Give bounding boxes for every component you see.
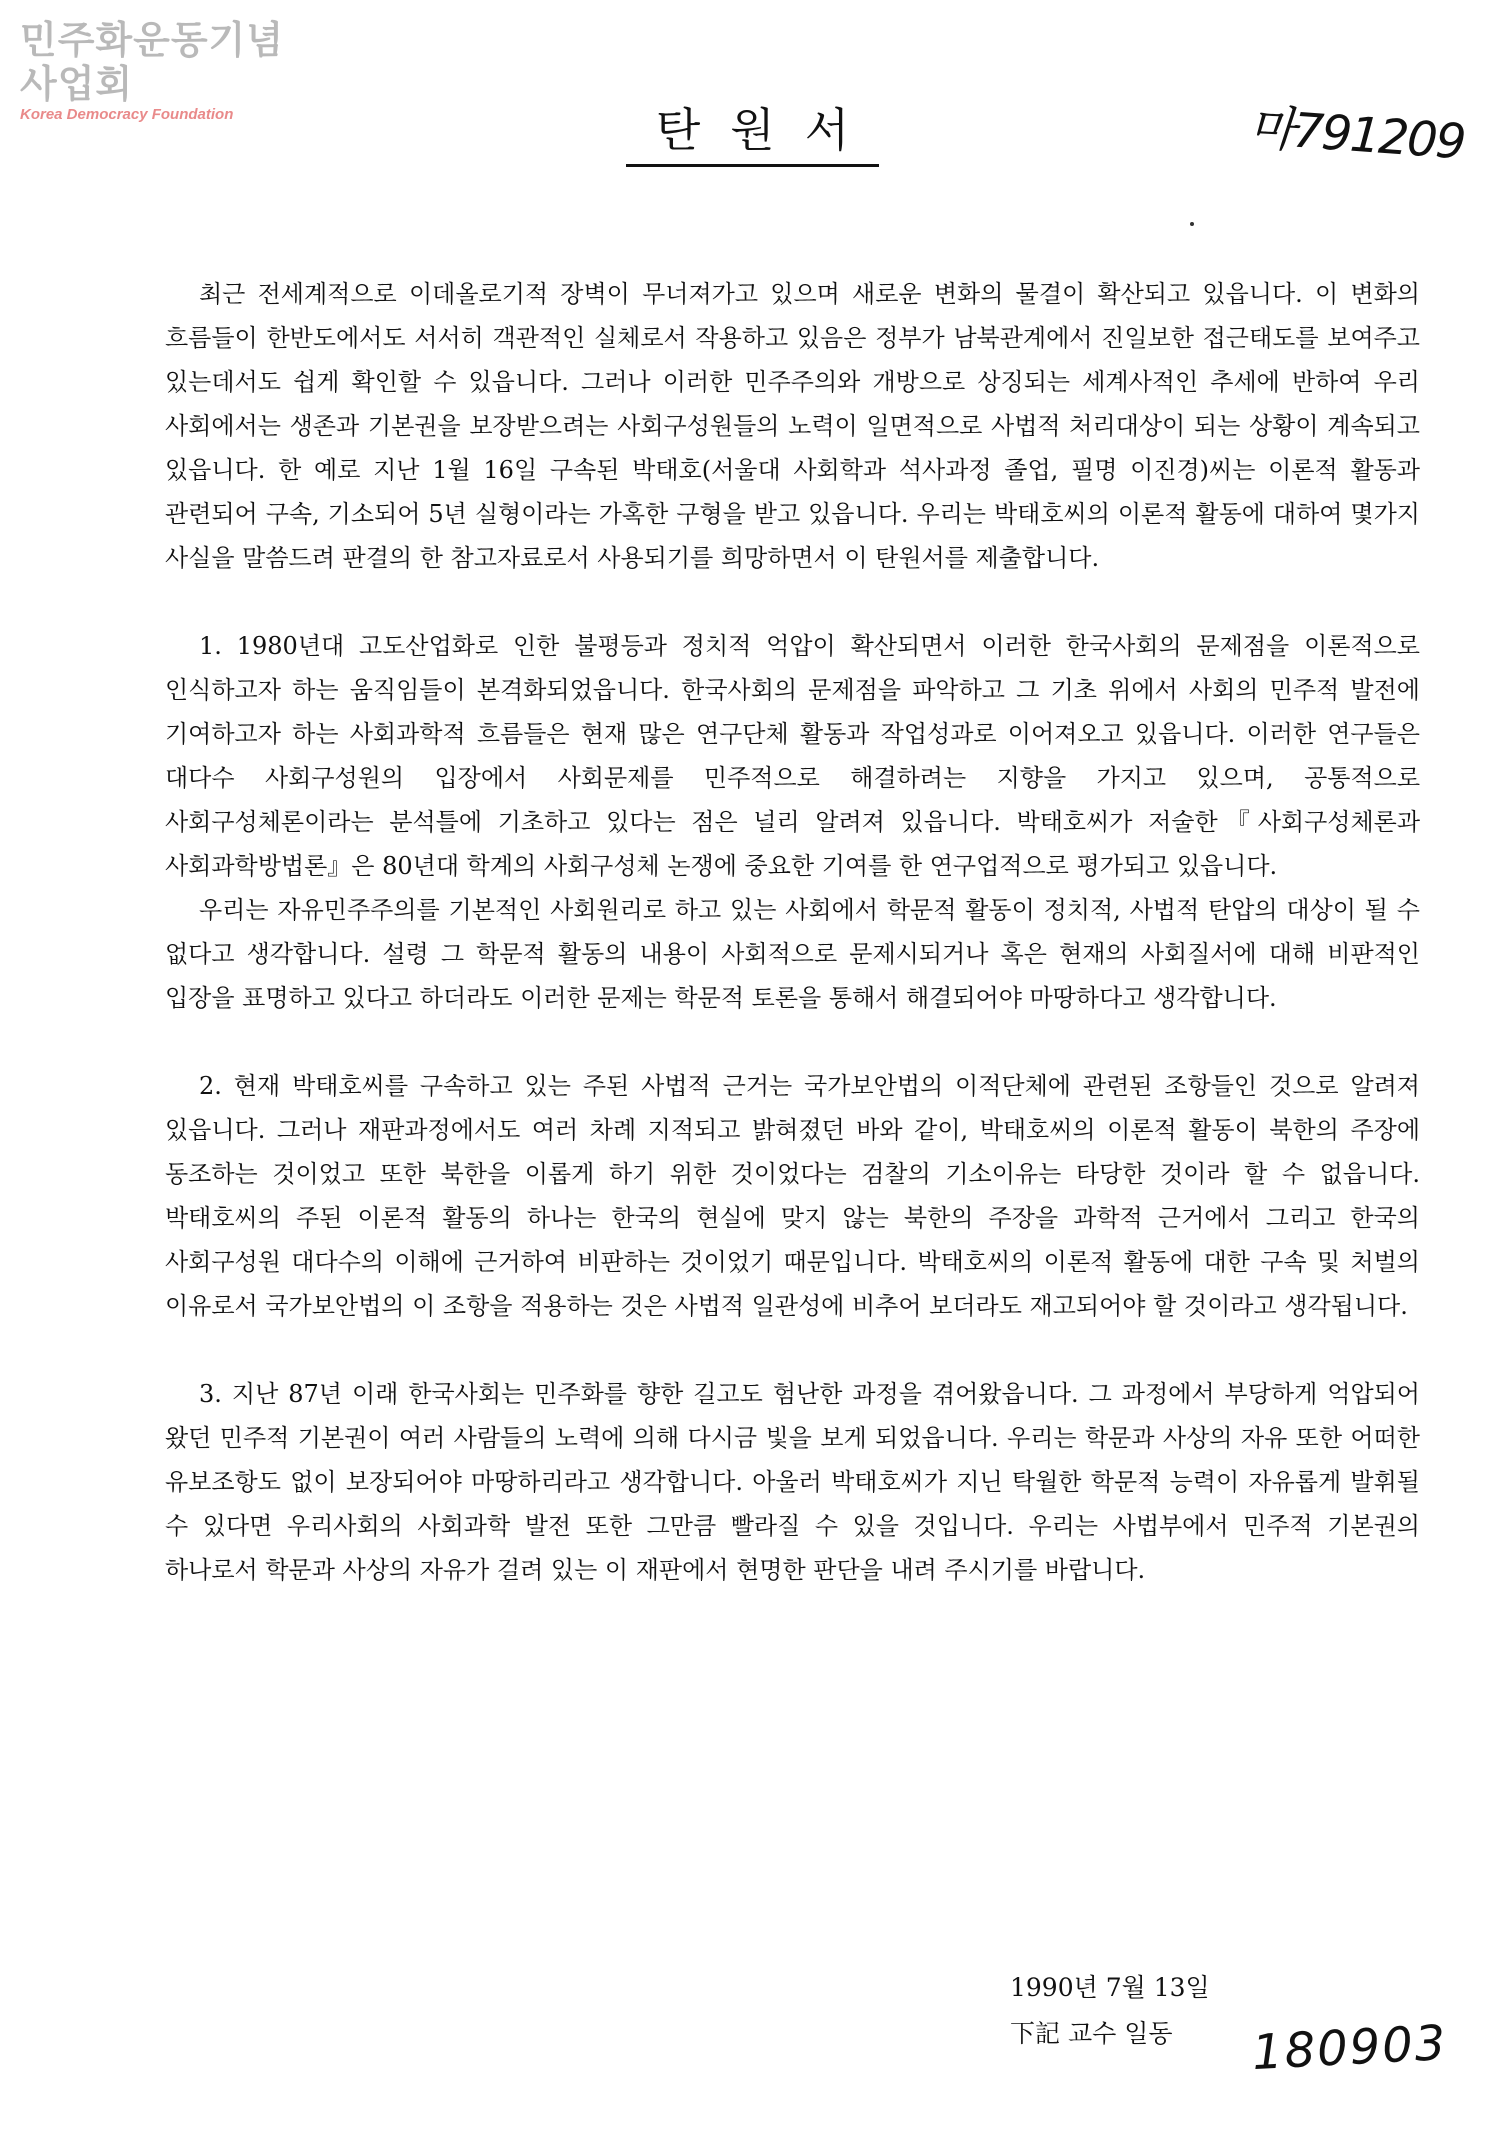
point-1-continuation-paragraph: 우리는 자유민주주의를 기본적인 사회원리로 하고 있는 사회에서 학문적 활동이 정치적, 사법적 탄압의 대상이 될 수 없다고 생각합니다. 설령 그 학문적 활동의 내용이 사회적으로 문제시되거나 혹은 현재의 사회질서에 대해 비판적인 입장을 표명하고 있다고 하더라도 이러한 문제는 학문적 토론을 통해서 해결되어야 마땅하다고 생각합니다. (165, 896, 1420, 1012)
intro-paragraph: 최근 전세계적으로 이데올로기적 장벽이 무너져가고 있으며 새로운 변화의 물결이 확산되고 있읍니다. 이 변화의 흐름들이 한반도에서도 서서히 객관적인 실체로서 작용하고 있음은 정부가 남북관계에서 진일보한 접근태도를 보여주고 있는데서도 쉽게 확인할 수 있읍니다. 그러나 이러한 민주주의와 개방으로 상징되는 세계사적인 추세에 반하여 우리 사회에서는 생존과 기본권을 보장받으려는 사회구성원들의 노력이 일면적으로 사법적 처리대상이 되는 상황이 계속되고 있읍니다. 한 예로 지난 1월 16일 구속된 박태호(서울대 사회학과 석사과정 졸업, 필명 이진경)씨는 이론적 활동과 관련되어 구속, 기소되어 5년 실형이라는 가혹한 구형을 받고 있읍니다. 우리는 박태호씨의 이론적 활동에 대하여 몇가지 사실을 말씀드려 판결의 한 참고자료로서 사용되기를 희망하면서 이 탄원서를 제출합니다. (165, 280, 1420, 572)
point-3-paragraph: 3. 지난 87년 이래 한국사회는 민주화를 향한 길고도 험난한 과정을 겪어왔읍니다. 그 과정에서 부당하게 억압되어 왔던 민주적 기본권이 여러 사람들의 노력에 의해 다시금 빛을 보게 되었읍니다. 우리는 학문과 사상의 자유 또한 어떠한 유보조항도 없이 보장되어야 마땅하리라고 생각합니다. 아울러 박태호씨가 지닌 탁월한 학문적 능력이 자유롭게 발휘될 수 있다면 우리사회의 사회과학 발전 또한 그만큼 빨라질 수 있을 것입니다. 우리는 사법부에서 민주적 기본권의 하나로서 학문과 사상의 자유가 걸려 있는 이 재판에서 현명한 판단을 내려 주시기를 바랍니다. (165, 1380, 1420, 1584)
petition-date: 1990년 7월 13일 (1010, 1973, 1210, 2002)
watermark-english: Korea Democracy Foundation (20, 106, 234, 123)
handwritten-archive-number: 마791209 (1247, 99, 1467, 171)
scan-speck (1190, 222, 1194, 226)
document-title: 탄원서 (626, 100, 879, 167)
point-2-paragraph: 2. 현재 박태호씨를 구속하고 있는 주된 사법적 근거는 국가보안법의 이적단체에 관련된 조항들인 것으로 알려져 있읍니다. 그러나 재판과정에서도 여러 차례 지적되고 밝혀졌던 바와 같이, 박태호씨의 이론적 활동이 북한의 주장에 동조하는 것이었고 또한 북한을 이롭게 하기 위한 것이었다는 검찰의 기소이유는 타당한 것이라 할 수 없읍니다. 박태호씨의 주된 이론적 활동의 하나는 한국의 현실에 맞지 않는 북한의 주장을 과학적 근거에서 그리고 한국의 사회구성원 대다수의 이해에 근거하여 비판하는 것이었기 때문입니다. 박태호씨의 이론적 활동에 대한 구속 및 처벌의 이유로서 국가보안법의 이 조항을 적용하는 것은 사법적 일관성에 비추어 보더라도 재고되어야 할 것이라고 생각됩니다. (165, 1072, 1421, 1320)
watermark-korean: 민주화운동기념사업회 (20, 18, 284, 106)
petition-body (165, 272, 1420, 1592)
point-1-paragraph: 1. 1980년대 고도산업화로 인한 불평등과 정치적 억압이 확산되면서 이러한 한국사회의 문제점을 이론적으로 인식하고자 하는 움직임들이 본격화되었읍니다. 한국사회의 문제점을 파악하고 그 기초 위에서 사회의 민주적 발전에 기여하고자 하는 사회과학적 흐름들은 현재 많은 연구단체 활동과 작업성과로 이어져오고 있읍니다. 이러한 연구들은 대다수 사회구성원의 입장에서 사회문제를 민주적으로 해결하려는 지향을 가지고 있으며, 공통적으로 사회구성체론이라는 분석틀에 기초하고 있다는 점은 널리 알려져 있읍니다. 박태호씨가 저술한『사회구성체론과 사회과학방법론』은 80년대 학계의 사회구성체 논쟁에 중요한 기여를 한 연구업적으로 평가되고 있읍니다. (165, 632, 1420, 880)
handwritten-document-number: 180903 (1250, 2014, 1449, 2082)
document-title-block (0, 100, 1505, 167)
paragraph-gap (165, 1328, 1420, 1372)
signature-block (1010, 1965, 1210, 2057)
paragraph-gap (165, 1020, 1420, 1064)
petition-signers: 下記 교수 일동 (1010, 2019, 1173, 2048)
paragraph-gap (165, 580, 1420, 624)
